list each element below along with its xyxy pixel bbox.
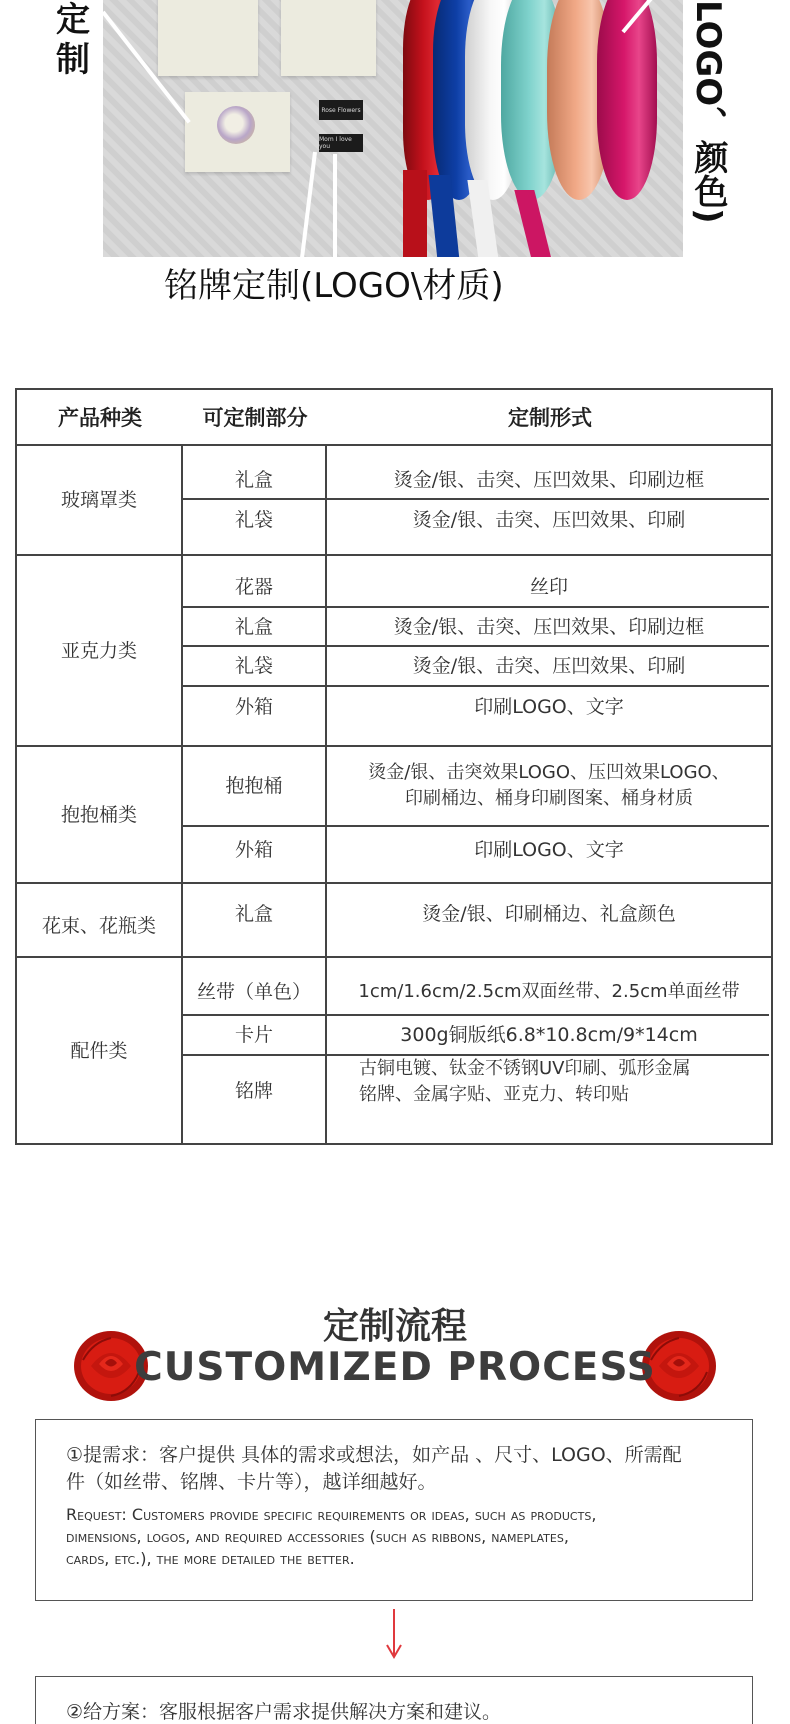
left-label-char-1: 定 <box>56 0 90 40</box>
category-cell: 亚克力类 <box>60 639 137 662</box>
part-cell: 丝带（单色） <box>196 981 311 1003</box>
right-vertical-label: LOGO、颜色) <box>688 0 728 224</box>
product-photo <box>103 0 683 257</box>
nameplate-tag-1: Rose Flowers <box>319 100 363 120</box>
category-cell: 玻璃罩类 <box>60 489 137 511</box>
left-vertical-label <box>56 0 96 80</box>
form-cell: 300g铜版纸6.8*10.8cm/9*14cm <box>400 1024 698 1046</box>
form-line-2: 铭牌、金属字贴、亚克力、转印贴 <box>359 1084 629 1105</box>
part-cell: 礼盒 <box>234 903 273 925</box>
blank-card-1 <box>158 0 258 76</box>
envelope-card <box>185 92 290 172</box>
header-part: 可定制部分 <box>202 406 308 430</box>
envelope-seal <box>217 106 255 144</box>
header-form: 定制形式 <box>508 406 592 430</box>
part-cell: 铭牌 <box>234 1080 273 1102</box>
header-category: 产品种类 <box>58 406 142 430</box>
step-1-cn-line-1: ①提需求：客户提供 具体的需求或想法，如产品 、尺寸、LOGO、所需配 <box>66 1444 682 1466</box>
form-cell-multiline <box>327 1056 771 1126</box>
process-step-1 <box>35 1419 753 1601</box>
customization-table <box>15 388 773 1145</box>
leader-line-tag-right <box>333 154 337 257</box>
form-cell: 1cm/1.6cm/2.5cm双面丝带、2.5cm单面丝带 <box>358 981 740 1002</box>
form-line-2: 印刷桶边、桶身印刷图案、桶身材质 <box>405 788 693 809</box>
part-cell: 礼袋 <box>234 509 273 531</box>
part-cell: 花器 <box>234 576 273 598</box>
step-1-en-line-3: cards, etc.), the more detailed the better. <box>66 1549 355 1568</box>
step-1-en-line-1: Request: Customers provide specific requirements or ideas, such as products, <box>66 1505 597 1524</box>
part-cell: 外箱 <box>234 838 273 861</box>
ribbon-tail-red <box>403 170 427 257</box>
part-cell: 抱抱桶 <box>225 775 283 797</box>
category-cell: 配件类 <box>70 1039 128 1062</box>
step-1-cn-line-2: 件（如丝带、铭牌、卡片等），越详细越好。 <box>66 1471 437 1493</box>
process-title-cn: 定制流程 <box>322 1306 467 1347</box>
nameplate-tag-2: Mom I love you <box>319 134 363 152</box>
process-title-en: CUSTOMIZED PROCESS <box>134 1345 656 1390</box>
part-cell: 卡片 <box>234 1024 273 1046</box>
part-cell: 礼盒 <box>234 615 273 638</box>
step-2-cn-line-1: ②给方案：客服根据客户需求提供解决方案和建议。 <box>66 1701 502 1723</box>
form-cell: 烫金/银、印刷桶边、礼盒颜色 <box>422 903 676 925</box>
leader-line-tag-left <box>299 152 317 257</box>
form-cell: 烫金/银、击突、压凹效果、印刷边框 <box>393 615 705 638</box>
arrow-down-icon <box>386 1609 402 1659</box>
form-line-1: 古铜电镀、钛金不锈钢UV印刷、弧形金属 <box>359 1058 691 1079</box>
form-cell: 烫金/银、击突、压凹效果、印刷边框 <box>393 469 705 491</box>
step-1-en-line-2: dimensions, logos, and required accessories (such as ribbons, nameplates, <box>66 1527 569 1546</box>
left-label-char-2: 制 <box>56 40 90 80</box>
part-cell: 礼袋 <box>234 655 273 677</box>
part-cell: 外箱 <box>234 696 273 718</box>
category-cell: 花束、花瓶类 <box>41 915 156 937</box>
form-line-1: 烫金/银、击突效果LOGO、压凹效果LOGO、 <box>368 762 730 783</box>
form-cell: 印刷LOGO、文字 <box>474 696 624 718</box>
part-cell: 礼盒 <box>234 469 273 491</box>
process-step-2 <box>35 1676 753 1724</box>
form-cell-multiline <box>327 747 771 825</box>
step-1-en-text <box>66 1504 722 1570</box>
form-cell: 印刷LOGO、文字 <box>474 838 624 861</box>
nameplate-caption: 铭牌定制(LOGO\材质) <box>164 266 504 306</box>
ribbon-tail-magenta <box>514 190 551 257</box>
category-cell: 抱抱桶类 <box>60 803 137 826</box>
blank-card-2 <box>281 0 376 76</box>
form-cell: 丝印 <box>529 576 568 598</box>
form-cell: 烫金/银、击突、压凹效果、印刷 <box>412 655 686 677</box>
form-cell: 烫金/银、击突、压凹效果、印刷 <box>412 509 686 531</box>
